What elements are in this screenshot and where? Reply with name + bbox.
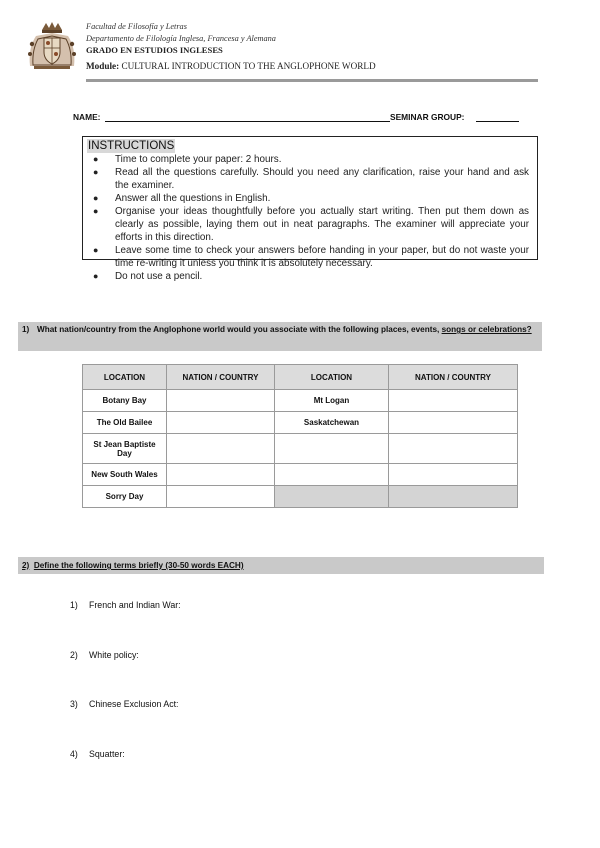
question-1-heading bbox=[18, 322, 542, 351]
table-row bbox=[83, 434, 518, 464]
table-row bbox=[83, 412, 518, 434]
term-label: Squatter: bbox=[89, 749, 125, 759]
instruction-text: Read all the questions carefully. Should you need any clarification, raise your hand and ask the examiner. bbox=[115, 167, 529, 191]
instruction-text: Answer all the questions in English. bbox=[115, 193, 271, 204]
department-name: Departamento de Filología Inglesa, Francesa y Alemana bbox=[86, 34, 276, 43]
university-crest-logo bbox=[24, 20, 80, 70]
name-field[interactable] bbox=[105, 121, 390, 122]
location-cell: The Old Bailee bbox=[83, 412, 167, 434]
term-item bbox=[70, 749, 125, 759]
location-table bbox=[82, 364, 518, 508]
bullet-icon: ● bbox=[93, 206, 99, 216]
location-cell: St Jean Baptiste Day bbox=[83, 434, 167, 464]
instruction-item bbox=[93, 166, 529, 192]
location-cell[interactable] bbox=[275, 464, 389, 486]
faculty-name: Facultad de Filosofía y Letras bbox=[86, 22, 187, 31]
term-number: 4) bbox=[70, 749, 78, 759]
term-number: 3) bbox=[70, 699, 78, 709]
instructions-list bbox=[93, 153, 529, 283]
instruction-item bbox=[93, 192, 529, 205]
table-row bbox=[83, 486, 518, 508]
module-title bbox=[86, 61, 376, 72]
answer-cell[interactable] bbox=[389, 390, 518, 412]
question-1-text bbox=[37, 324, 537, 337]
answer-cell[interactable] bbox=[389, 412, 518, 434]
term-number: 2) bbox=[70, 650, 78, 660]
answer-cell[interactable] bbox=[167, 464, 275, 486]
location-cell: Mt Logan bbox=[275, 390, 389, 412]
header-divider bbox=[86, 79, 538, 82]
question-2-text: Define the following terms briefly (30-50 words EACH) bbox=[33, 561, 244, 570]
seminar-group-field[interactable] bbox=[476, 121, 519, 122]
instruction-item bbox=[93, 205, 529, 244]
header-location: LOCATION bbox=[83, 365, 167, 390]
bullet-icon: ● bbox=[93, 193, 99, 203]
answer-cell[interactable] bbox=[167, 390, 275, 412]
seminar-group-label: SEMINAR GROUP: bbox=[390, 112, 465, 122]
header-location: LOCATION bbox=[275, 365, 389, 390]
question-1-text-end: songs or celebrations? bbox=[441, 325, 532, 334]
header-nation-country: NATION / COUNTRY bbox=[167, 365, 275, 390]
table-row bbox=[83, 390, 518, 412]
answer-cell[interactable] bbox=[389, 464, 518, 486]
name-label: NAME: bbox=[73, 112, 101, 122]
location-cell: New South Wales bbox=[83, 464, 167, 486]
answer-cell[interactable] bbox=[167, 486, 275, 508]
degree-name: GRADO EN ESTUDIOS INGLESES bbox=[86, 45, 223, 55]
term-label: French and Indian War: bbox=[89, 600, 181, 610]
instruction-text: Organise your ideas thoughtfully before you actually start writing. Then put them down as clearly as possible, laying them out in neat paragraphs. The examiner will appreciate your efforts in this direction. bbox=[115, 206, 529, 243]
term-item bbox=[70, 699, 178, 709]
location-cell: Saskatchewan bbox=[275, 412, 389, 434]
instruction-item bbox=[93, 244, 529, 270]
instruction-item bbox=[93, 153, 529, 166]
question-2-number: 2) bbox=[22, 561, 30, 570]
shaded-cell bbox=[389, 486, 518, 508]
answer-cell[interactable] bbox=[389, 434, 518, 464]
instruction-text: Time to complete your paper: 2 hours. bbox=[115, 154, 282, 165]
instruction-item bbox=[93, 270, 529, 283]
table-row bbox=[83, 464, 518, 486]
location-cell: Botany Bay bbox=[83, 390, 167, 412]
term-label: White policy: bbox=[89, 650, 139, 660]
question-1-text-start: What nation/country from the Anglophone world would you associate with the following places, events, bbox=[37, 325, 440, 334]
term-item bbox=[70, 650, 139, 660]
instruction-text: Leave some time to check your answers before handing in your paper, but do not waste your time re-writing it unless you think it is absolutely necessary. bbox=[115, 245, 529, 269]
term-item bbox=[70, 600, 181, 610]
answer-cell[interactable] bbox=[167, 434, 275, 464]
question-1-number: 1) bbox=[22, 325, 30, 334]
bullet-icon: ● bbox=[93, 167, 99, 177]
bullet-icon: ● bbox=[93, 245, 99, 255]
table-header-row bbox=[83, 365, 518, 390]
answer-cell[interactable] bbox=[167, 412, 275, 434]
term-label: Chinese Exclusion Act: bbox=[89, 699, 179, 709]
question-2-heading bbox=[18, 557, 544, 574]
location-cell: Sorry Day bbox=[83, 486, 167, 508]
header-nation-country: NATION / COUNTRY bbox=[389, 365, 518, 390]
instructions-title: INSTRUCTIONS bbox=[88, 140, 175, 152]
instruction-text: Do not use a pencil. bbox=[115, 271, 203, 282]
bullet-icon: ● bbox=[93, 271, 99, 281]
shaded-cell bbox=[275, 486, 389, 508]
term-number: 1) bbox=[70, 600, 78, 610]
module-name: CULTURAL INTRODUCTION TO THE ANGLOPHONE WORLD bbox=[121, 61, 376, 71]
module-label: Module: bbox=[86, 61, 120, 71]
location-cell[interactable] bbox=[275, 434, 389, 464]
bullet-icon: ● bbox=[93, 154, 99, 164]
